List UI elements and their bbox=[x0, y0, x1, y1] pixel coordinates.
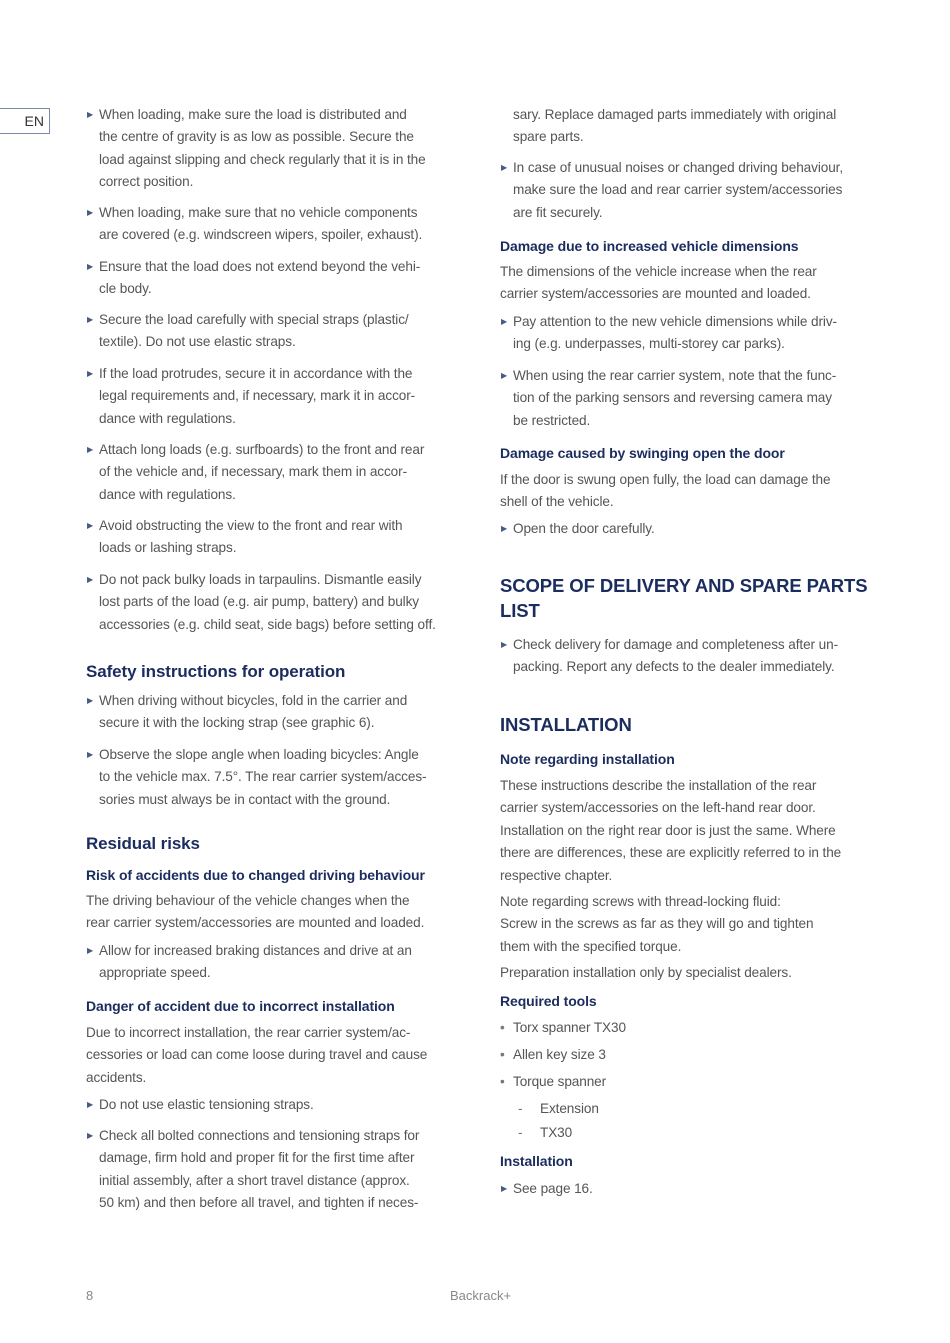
bullet-item: ▶ Do not use elastic tensioning straps. bbox=[86, 1094, 314, 1116]
paragraph: Due to incorrect installation, the rear carrier system/ac- cessories or load can come loose during travel and cause accidents. bbox=[86, 1025, 428, 1085]
bullet-item: ▶ Pay attention to the new vehicle dimensions while driv- ing (e.g. underpasses, multi-storey car parks). bbox=[500, 311, 837, 356]
topic-heading: Note regarding installation bbox=[500, 751, 675, 767]
paragraph: Note regarding screws with thread-locking fluid: Screw in the screws as far as they will go and tighten them with the specified torque. bbox=[500, 894, 814, 954]
tool-list-item: • Allen key size 3 bbox=[500, 1044, 606, 1066]
topic-heading: Required tools bbox=[500, 993, 597, 1009]
tool-list-item: • Torque spanner bbox=[500, 1071, 606, 1093]
topic-heading: Damage caused by swinging open the door bbox=[500, 445, 785, 461]
section-heading: INSTALLATION bbox=[500, 714, 632, 735]
paragraph: These instructions describe the installation of the rear carrier system/accessories on the left-hand rear door. Installation on the right rear door is just the same. Where there are differences, these are explicitly referred to in the respective chapter. bbox=[500, 778, 842, 883]
tool-sublist-item: - TX30 bbox=[500, 1122, 572, 1144]
bullet-item: ▶ Check all bolted connections and tensioning straps for damage, firm hold and proper fit for the first time after initial assembly, after a short travel distance (approx. 50 km) and then before all travel, and tighten if neces- bbox=[86, 1125, 419, 1215]
paragraph: The dimensions of the vehicle increase when the rear carrier system/accessories are mounted and loaded. bbox=[500, 264, 817, 302]
bullet-item: ▶ Attach long loads (e.g. surfboards) to the front and rear of the vehicle and, if necessary, mark them in accor- dance with regulations. bbox=[86, 439, 424, 506]
topic-heading: Risk of accidents due to changed driving behaviour bbox=[86, 867, 425, 883]
paragraph: If the door is swung open fully, the load can damage the shell of the vehicle. bbox=[500, 472, 831, 510]
paragraph: Preparation installation only by specialist dealers. bbox=[500, 965, 792, 980]
bullet-item: ▶ If the load protrudes, secure it in accordance with the legal requirements and, if necessary, mark it in accor- dance with regulations. bbox=[86, 363, 415, 430]
section-heading: SCOPE OF DELIVERY AND SPARE PARTS LIST bbox=[500, 575, 868, 621]
bullet-item: ▶ Ensure that the load does not extend beyond the vehi- cle body. bbox=[86, 256, 420, 301]
bullet-item: ▶ When loading, make sure the load is distributed and the centre of gravity is as low as possible. Secure the load against slipping and check regularly that it is in the correct position. bbox=[86, 104, 426, 194]
tool-list-item: • Torx spanner TX30 bbox=[500, 1017, 626, 1039]
paragraph: sary. Replace damaged parts immediately with original spare parts. bbox=[513, 107, 837, 145]
bullet-item: ▶ Avoid obstructing the view to the front and rear with loads or lashing straps. bbox=[86, 515, 403, 560]
bullet-item: ▶ In case of unusual noises or changed driving behaviour, make sure the load and rear carrier system/accessories are fit securely. bbox=[500, 157, 843, 224]
bullet-item: ▶ Secure the load carefully with special straps (plastic/ textile). Do not use elastic straps. bbox=[86, 309, 409, 354]
subsection-heading: Residual risks bbox=[86, 834, 200, 853]
bullet-item: ▶ Observe the slope angle when loading bicycles: Angle to the vehicle max. 7.5°. The rear carrier system/acces- sories must always be in contact with the ground. bbox=[86, 744, 426, 811]
bullet-item: ▶ When loading, make sure that no vehicle components are covered (e.g. windscreen wipers, spoiler, exhaust). bbox=[86, 202, 422, 247]
bullet-item: ▶ Allow for increased braking distances and drive at an appropriate speed. bbox=[86, 940, 412, 985]
bullet-item: ▶ When driving without bicycles, fold in the carrier and secure it with the locking strap (see graphic 6). bbox=[86, 690, 407, 735]
paragraph: The driving behaviour of the vehicle changes when the rear carrier system/accessories are mounted and loaded. bbox=[86, 893, 425, 931]
topic-heading: Danger of accident due to incorrect installation bbox=[86, 998, 395, 1014]
product-name: Backrack+ bbox=[450, 1288, 512, 1303]
subsection-heading: Safety instructions for operation bbox=[86, 662, 346, 681]
language-tab: EN bbox=[0, 108, 50, 134]
bullet-item: ▶ See page 16. bbox=[500, 1178, 593, 1200]
topic-heading: Installation bbox=[500, 1153, 573, 1169]
bullet-item: ▶ Do not pack bulky loads in tarpaulins. Dismantle easily lost parts of the load (e.g. air pump, battery) and bulky accessories (e.g. child seat, side bags) before setting off. bbox=[86, 569, 436, 636]
bullet-item: ▶ Check delivery for damage and completeness after un- packing. Report any defects to the dealer immediately. bbox=[500, 634, 838, 679]
page-number: 8 bbox=[86, 1288, 94, 1303]
bullet-item: ▶ Open the door carefully. bbox=[500, 518, 655, 540]
bullet-item: ▶ When using the rear carrier system, note that the func- tion of the parking sensors and reversing camera may be restricted. bbox=[500, 365, 836, 432]
tool-sublist-item: - Extension bbox=[500, 1098, 599, 1120]
topic-heading: Damage due to increased vehicle dimensions bbox=[500, 238, 799, 254]
